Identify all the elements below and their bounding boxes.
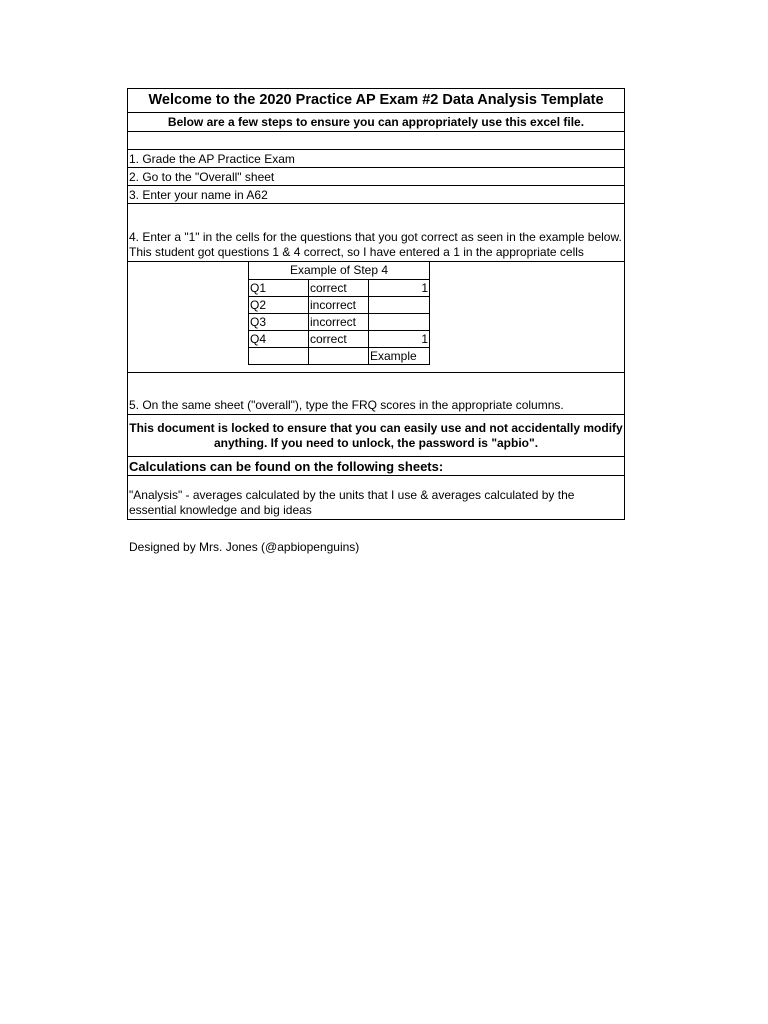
- value-cell: 1: [369, 330, 430, 347]
- example-caption: Example: [369, 347, 430, 364]
- designer-credit: Designed by Mrs. Jones (@apbiopenguins): [129, 540, 360, 554]
- step-5: [128, 373, 624, 415]
- question-cell: Q4: [249, 330, 309, 347]
- locked-notice: [128, 415, 624, 457]
- table-row: [249, 296, 430, 313]
- page-title: Welcome to the 2020 Practice AP Exam #2 Data Analysis Template: [128, 89, 624, 113]
- question-cell: Q1: [249, 279, 309, 296]
- page-subtitle: Below are a few steps to ensure you can appropriately use this excel file.: [128, 113, 624, 132]
- step-4-text: 4. Enter a "1" in the cells for the questions that you got correct as seen in the example below. This student got questions 1 & 4 correct, so I have entered a 1 in the appropriate cells: [129, 230, 622, 259]
- table-row: [249, 330, 430, 347]
- table-row: [249, 347, 430, 364]
- empty-cell: [249, 347, 309, 364]
- question-cell: Q3: [249, 313, 309, 330]
- empty-cell: [309, 347, 369, 364]
- example-header: Example of Step 4: [249, 262, 430, 279]
- value-cell: [369, 296, 430, 313]
- step-2: 2. Go to the "Overall" sheet: [128, 168, 624, 186]
- value-cell: 1: [369, 279, 430, 296]
- step-4: [128, 204, 624, 262]
- locked-notice-text: This document is locked to ensure that you can easily use and not accidentally modify anything. If you need to unlock, the password is "apbio".: [129, 421, 623, 450]
- analysis-note-text: "Analysis" - averages calculated by the units that I use & averages calculated by the essential knowledge and big ideas: [129, 488, 575, 517]
- instructions-sheet: [127, 88, 625, 520]
- calculations-heading: Calculations can be found on the following sheets:: [128, 457, 624, 476]
- table-row: [249, 279, 430, 296]
- step-5-text: 5. On the same sheet ("overall"), type the FRQ scores in the appropriate columns.: [129, 398, 564, 412]
- step-1: 1. Grade the AP Practice Exam: [128, 150, 624, 168]
- question-cell: Q2: [249, 296, 309, 313]
- step-3: 3. Enter your name in A62: [128, 186, 624, 204]
- status-cell: correct: [309, 330, 369, 347]
- analysis-note: [128, 476, 624, 519]
- status-cell: correct: [309, 279, 369, 296]
- status-cell: incorrect: [309, 296, 369, 313]
- value-cell: [369, 313, 430, 330]
- table-row: [249, 313, 430, 330]
- status-cell: incorrect: [309, 313, 369, 330]
- example-table: [248, 262, 430, 365]
- example-header-row: [249, 262, 430, 279]
- blank-row: [128, 132, 624, 150]
- example-area: [128, 262, 624, 373]
